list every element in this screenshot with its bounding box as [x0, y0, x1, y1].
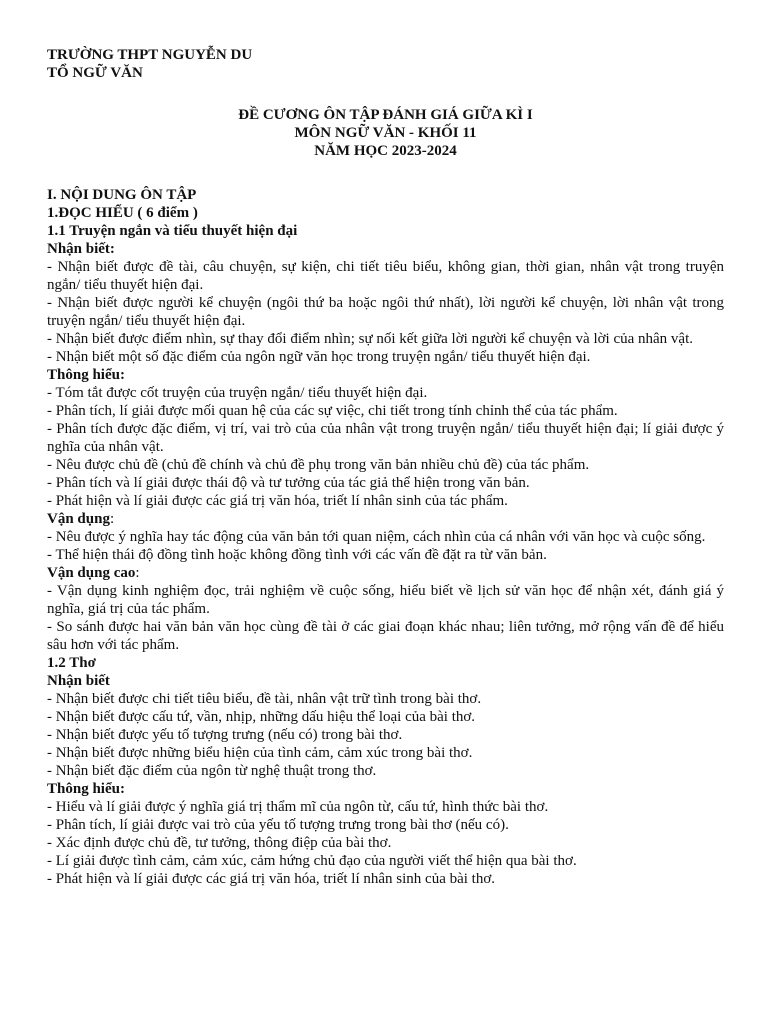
- subsection-heading-1-2: 1.2 Thơ: [47, 655, 96, 671]
- level-label: Vận dụng cao:: [47, 565, 140, 581]
- list-item: - Phân tích, lí giải được mối quan hệ của các sự việc, chi tiết trong tính chỉnh thể của tác phẩm.: [47, 403, 618, 419]
- list-item: - Hiểu và lí giải được ý nghĩa giá trị thẩm mĩ của ngôn từ, cấu tứ, hình thức bài thơ.: [47, 799, 549, 815]
- list-item: - Nhận biết đặc điểm của ngôn từ nghệ thuật trong thơ.: [47, 763, 377, 779]
- school-name: TRƯỜNG THPT NGUYỄN DU: [47, 47, 253, 63]
- list-item: - Phát hiện và lí giải được các giá trị văn hóa, triết lí nhân sinh của bài thơ.: [47, 871, 496, 887]
- subsection-heading-1-1: 1.1 Truyện ngắn và tiểu thuyết hiện đại: [47, 223, 298, 239]
- section-heading: I. NỘI DUNG ÔN TẬP: [47, 187, 197, 203]
- title-line-3: NĂM HỌC 2023-2024: [314, 143, 457, 159]
- list-item: - Nêu được ý nghĩa hay tác động của văn bản tới quan niệm, cách nhìn của cá nhân với văn học và cuộc sống.: [47, 529, 706, 545]
- part-heading: 1.ĐỌC HIỂU ( 6 điểm ): [47, 205, 198, 221]
- document-title: [47, 106, 724, 160]
- list-item: - Nêu được chủ đề (chủ đề chính và chủ đề phụ trong văn bản nhiều chủ đề) của tác phẩm.: [47, 457, 590, 473]
- list-item: - Phân tích được đặc điểm, vị trí, vai trò của của nhân vật trong truyện ngắn/ tiểu thuyết hiện đại; lí giải được ý nghĩa của nhân vật.: [47, 421, 724, 455]
- list-item: - So sánh được hai văn bản văn học cùng đề tài ở các giai đoạn khác nhau; liên tưởng, mở rộng vấn đề để hiểu sâu hơn với tác phẩm.: [47, 619, 724, 653]
- list-item: - Nhận biết được đề tài, câu chuyện, sự kiện, chi tiết tiêu biểu, không gian, thời gian, nhân vật trong truyện ngắn/ tiểu thuyết hiện đại.: [47, 259, 724, 293]
- list-item: - Phân tích, lí giải được vai trò của yếu tố tượng trưng trong bài thơ (nếu có).: [47, 817, 509, 833]
- level-label: Thông hiểu:: [47, 781, 125, 797]
- list-item: - Lí giải được tình cảm, cảm xúc, cảm hứng chủ đạo của người viết thể hiện qua bài thơ.: [47, 853, 577, 869]
- level-label: Thông hiểu:: [47, 367, 125, 383]
- level-label: Nhận biết:: [47, 241, 115, 257]
- list-item: - Nhận biết được yếu tố tượng trưng (nếu có) trong bài thơ.: [47, 727, 403, 743]
- title-line-1: ĐỀ CƯƠNG ÔN TẬP ĐÁNH GIÁ GIỮA KÌ I: [238, 107, 533, 123]
- list-item: - Nhận biết một số đặc điểm của ngôn ngữ văn học trong truyện ngắn/ tiểu thuyết hiện đại.: [47, 349, 591, 365]
- list-item: - Nhận biết được chi tiết tiêu biểu, đề tài, nhân vật trữ tình trong bài thơ.: [47, 691, 482, 707]
- list-item: - Nhận biết được cấu tứ, vần, nhịp, những dấu hiệu thể loại của bài thơ.: [47, 709, 476, 725]
- list-item: - Xác định được chủ đề, tư tưởng, thông điệp của bài thơ.: [47, 835, 392, 851]
- list-item: - Vận dụng kinh nghiệm đọc, trải nghiệm về cuộc sống, hiểu biết về lịch sử văn học để nhận xét, đánh giá ý nghĩa, giá trị của tác phẩm.: [47, 583, 724, 617]
- list-item: - Phát hiện và lí giải được các giá trị văn hóa, triết lí nhân sinh của tác phẩm.: [47, 493, 508, 509]
- list-item: - Phân tích và lí giải được thái độ và tư tưởng của tác giả thể hiện trong văn bản.: [47, 475, 530, 491]
- list-item: - Nhận biết được điểm nhìn, sự thay đổi điểm nhìn; sự nối kết giữa lời người kể chuyện và lời của nhân vật.: [47, 331, 694, 347]
- level-label: Nhận biết: [47, 673, 110, 689]
- list-item: - Nhận biết được những biểu hiện của tình cảm, cảm xúc trong bài thơ.: [47, 745, 473, 761]
- list-item: - Thể hiện thái độ đồng tình hoặc không đồng tình với các vấn đề đặt ra từ văn bản.: [47, 547, 547, 563]
- title-line-2: MÔN NGỮ VĂN - KHỐI 11: [294, 125, 477, 141]
- level-label: Vận dụng:: [47, 511, 115, 527]
- list-item: - Nhận biết được người kể chuyện (ngôi thứ ba hoặc ngôi thứ nhất), lời người kể chuyện, lời nhân vật trong truyện ngắn/ tiểu thuyết hiện đại.: [47, 295, 724, 329]
- list-item: - Tóm tắt được cốt truyện của truyện ngắn/ tiểu thuyết hiện đại.: [47, 385, 428, 401]
- department-name: TỔ NGỮ VĂN: [47, 65, 143, 81]
